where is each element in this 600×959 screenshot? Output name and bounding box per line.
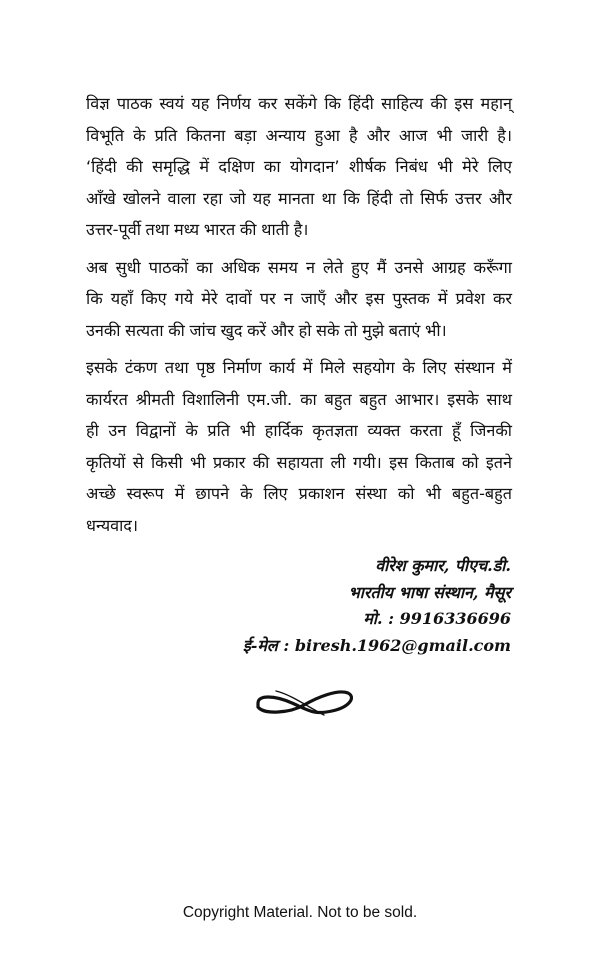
text-line: ही उन विद्वानों के प्रति भी हार्दिक कृतज्ञता व्यक्त करता हूँ जिनकी xyxy=(86,421,512,440)
author-email: ई-मेल : biresh.1962@gmail.com xyxy=(242,635,511,655)
text-line: ‘हिंदी की समृद्धि में दक्षिण का योगदान’ शीर्षक निबंध भी मेरे लिए xyxy=(86,157,512,176)
text-line: धन्यवाद। xyxy=(86,515,139,535)
paragraph-3 xyxy=(86,352,512,541)
body-text xyxy=(86,88,512,547)
text-line: अब सुधी पाठकों का अधिक समय न लेते हुए मैं उनसे आग्रह करूँगा xyxy=(86,257,512,277)
author-name: वीरेश कुमार, पीएच.डी. xyxy=(375,556,511,575)
text-line: इसके टंकण तथा पृष्ठ निर्माण कार्य में मिले सहयोग के लिए संस्थान में xyxy=(86,358,512,377)
infinity-flourish-icon xyxy=(252,685,360,721)
text-line: कृतियों से किसी भी प्रकार की सहायता ली गयी। इस किताब को इतने xyxy=(86,452,512,472)
author-signature xyxy=(243,553,511,659)
text-line: कि यहाँ किए गये मेरे दावों पर न जाएँ और इस पुस्तक में प्रवेश कर xyxy=(86,289,512,308)
text-line: विभूति के प्रति कितना बड़ा अन्याय हुआ है और आज भी जारी है। xyxy=(86,125,512,145)
author-institution: भारतीय भाषा संस्थान, मैसूर xyxy=(348,582,511,602)
text-line: उत्तर-पूर्वी तथा मध्य भारत की थाती है। xyxy=(86,220,309,239)
copyright-notice: Copyright Material. Not to be sold. xyxy=(182,904,418,921)
author-phone: मो. : 9916336696 xyxy=(363,609,511,628)
text-line: अच्छे स्वरूप में छापने के लिए प्रकाशन संस्था को भी बहुत-बहुत xyxy=(86,484,512,503)
text-line: आँखे खोलने वाला रहा जो यह मानता था कि हिंदी तो सिर्फ उत्तर और xyxy=(86,188,512,208)
text-line: कार्यरत श्रीमती विशालिनी एम.जी. का बहुत बहुत आभार। इसके साथ xyxy=(86,389,512,409)
text-line: उनकी सत्यता की जांच खुद करें और हो सके तो मुझे बताएं भी। xyxy=(86,320,447,340)
text-line: विज्ञ पाठक स्वयं यह निर्णय कर सकेंगे कि हिंदी साहित्य की इस महान् xyxy=(86,94,512,113)
paragraph-2 xyxy=(86,252,512,347)
paragraph-1 xyxy=(86,88,512,246)
